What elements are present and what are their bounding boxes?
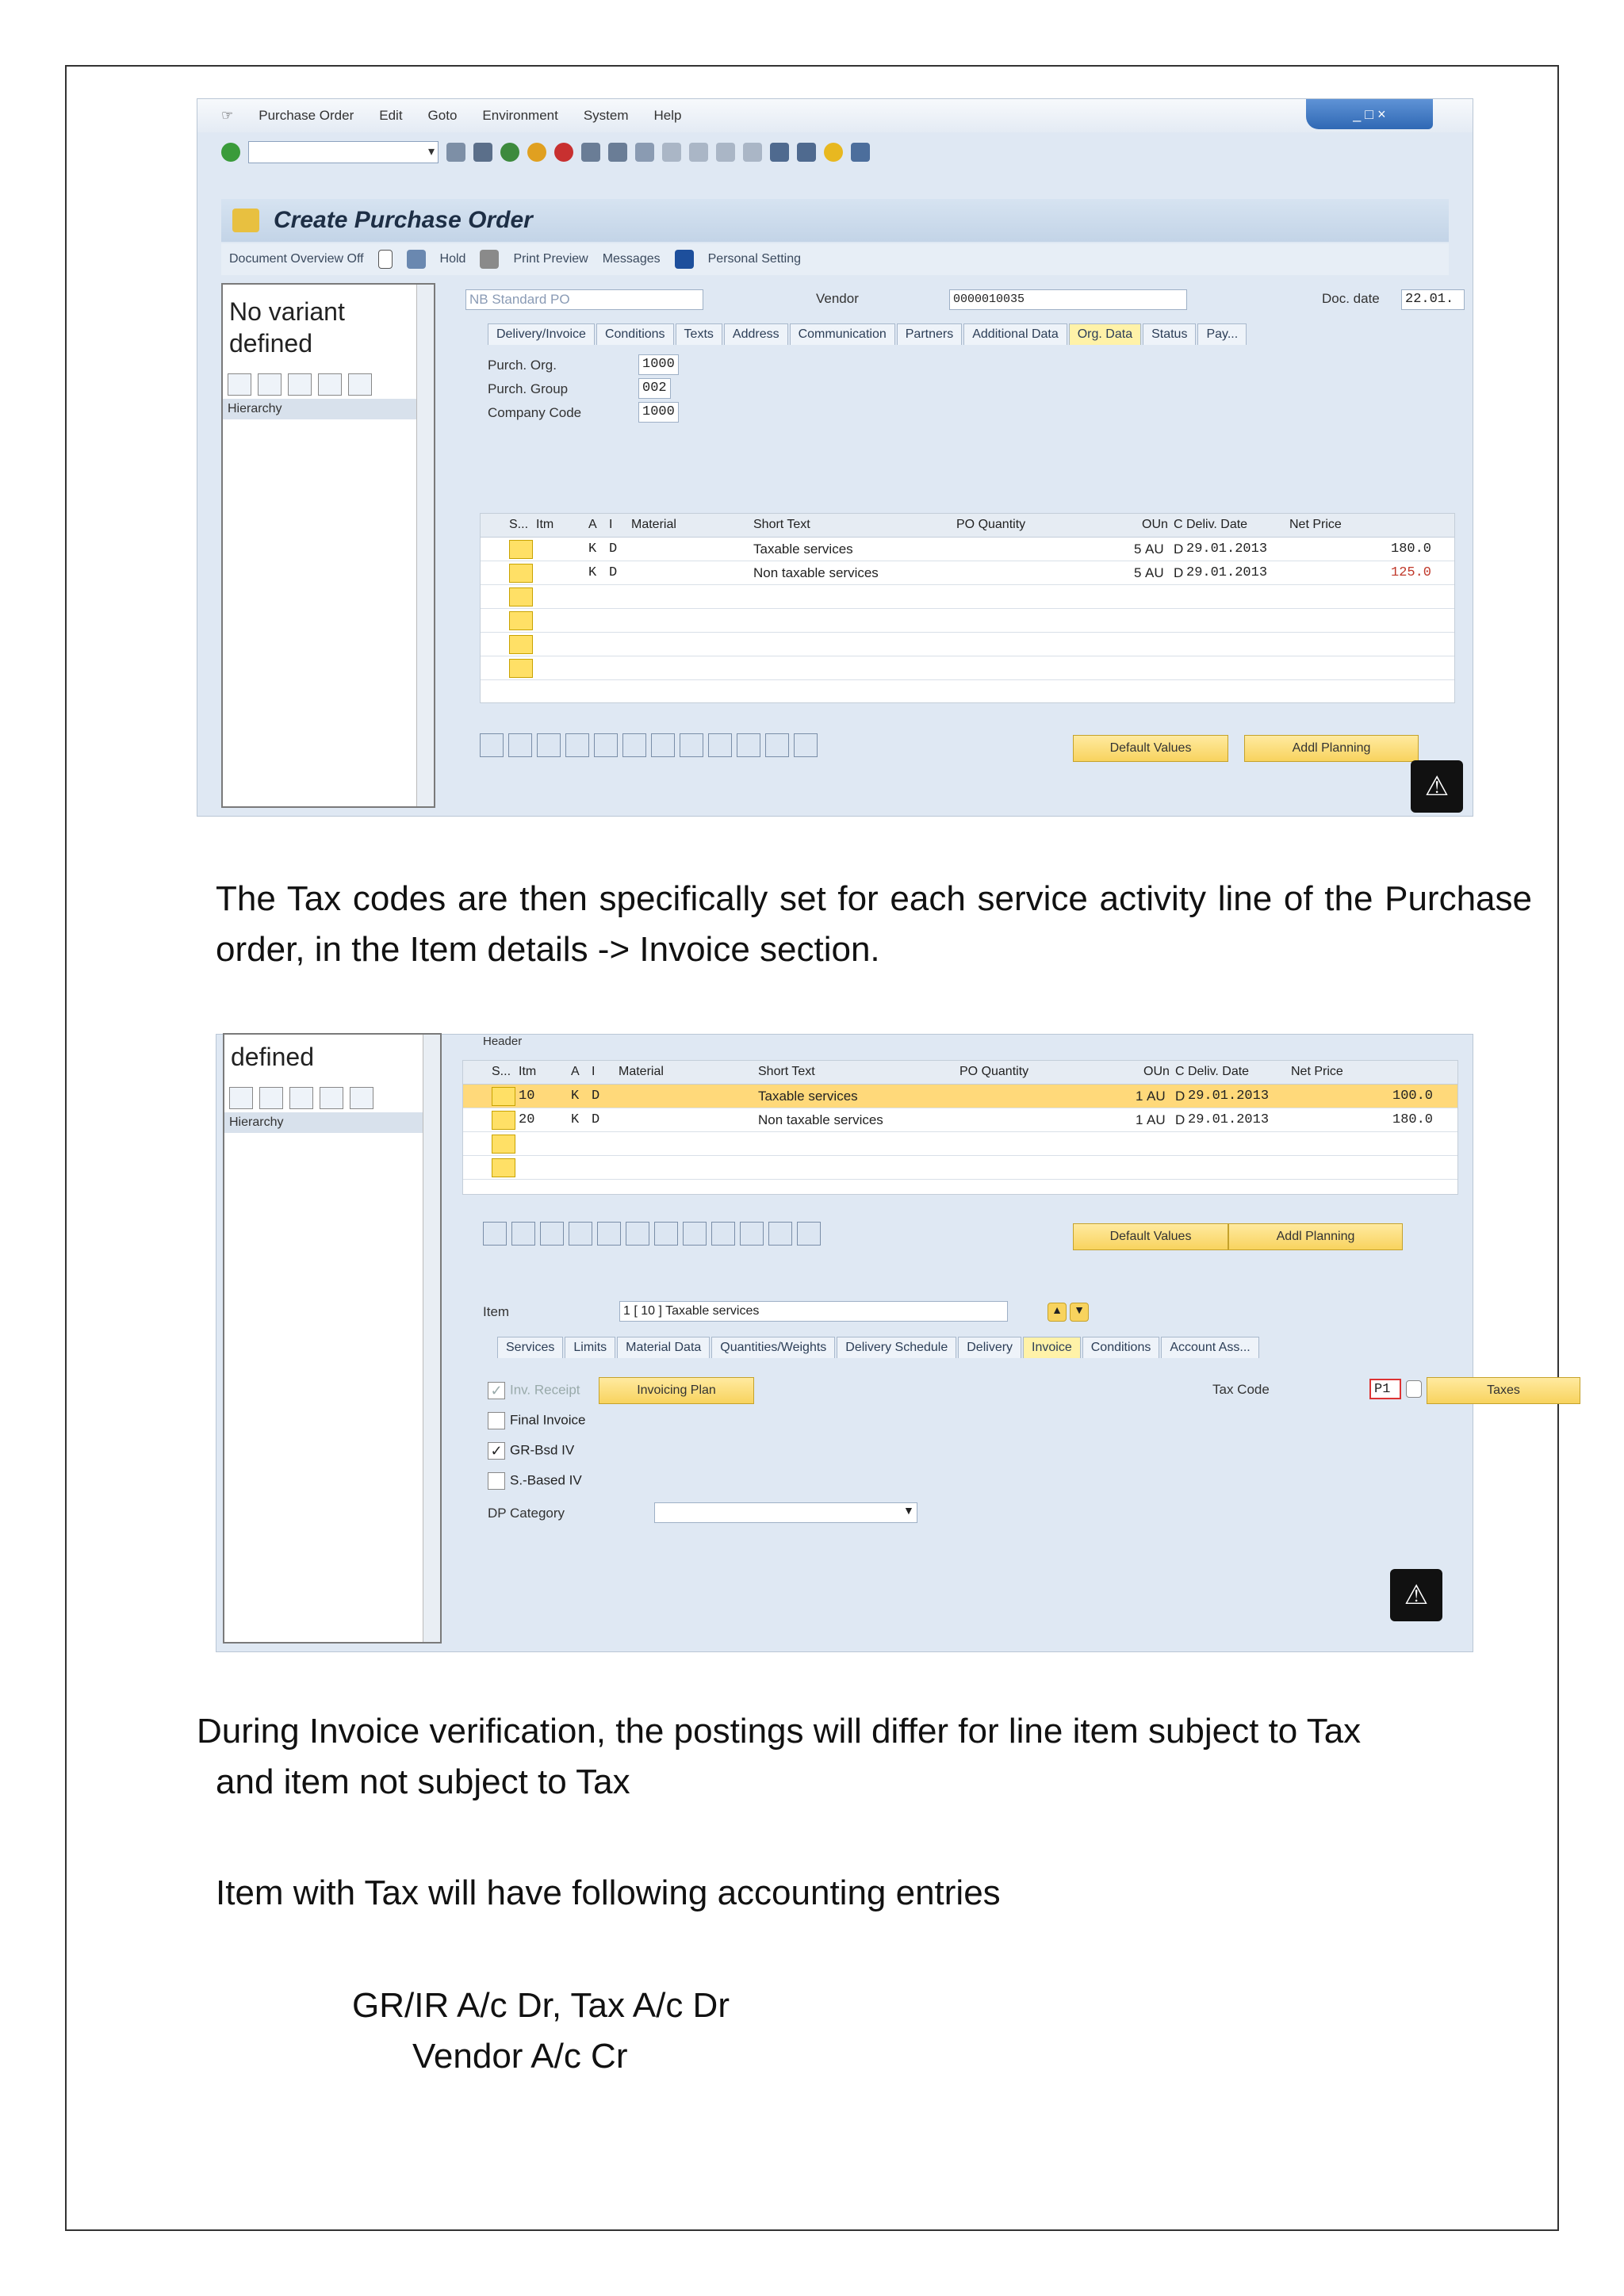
item-label: Item — [483, 1304, 510, 1319]
cell-i: D — [609, 565, 618, 580]
cell-short-text: Non taxable services — [758, 1112, 883, 1127]
filter-icon[interactable] — [288, 373, 312, 396]
cell-oun: AU — [1147, 1112, 1166, 1127]
cell-deliv-date: 29.01.2013 — [1186, 565, 1268, 580]
table-row[interactable] — [463, 1132, 1457, 1156]
entry-vendor-cr: Vendor A/c Cr — [412, 2037, 628, 2076]
no-variant-label: No variant defined — [229, 297, 345, 358]
company-code-field[interactable]: 1000 — [638, 402, 679, 423]
header-section-label[interactable]: Header — [483, 1035, 523, 1048]
tab-delivery-schedule[interactable]: Delivery Schedule — [837, 1337, 956, 1358]
tab-material-data[interactable]: Material Data — [617, 1337, 710, 1358]
col-material[interactable]: Material — [619, 1065, 664, 1078]
default-values-button[interactable]: Default Values — [1073, 735, 1228, 762]
back-icon[interactable] — [500, 143, 519, 162]
tab-address[interactable]: Address — [724, 323, 788, 345]
col-c[interactable]: C — [1174, 518, 1183, 531]
watermark-logo-icon: ⚠ — [1390, 1569, 1442, 1621]
find-icon[interactable] — [608, 143, 627, 162]
cell-oun: AU — [1147, 1089, 1166, 1104]
delete-icon[interactable] — [597, 1222, 621, 1246]
tab-status[interactable]: Status — [1143, 323, 1196, 345]
hold-button[interactable]: Hold — [439, 252, 466, 266]
final-invoice-checkbox[interactable]: Final Invoice — [488, 1412, 585, 1429]
new-session-icon[interactable] — [770, 143, 789, 162]
tab-additional-data[interactable]: Additional Data — [963, 323, 1067, 345]
row-selector[interactable] — [492, 1158, 515, 1177]
left-panel-toolbar — [224, 1084, 440, 1112]
personal-setting-button[interactable]: Personal Setting — [707, 252, 802, 266]
taxes-button[interactable]: Taxes — [1427, 1377, 1580, 1404]
row-selector[interactable] — [492, 1135, 515, 1154]
cell-short-text: Taxable services — [758, 1089, 858, 1104]
menu-help[interactable]: Help — [653, 108, 682, 123]
paragraph-invoice-verification-line1: During Invoice verification, the postings will differ for line item subject to Tax — [197, 1712, 1362, 1751]
copy-row-icon[interactable] — [565, 733, 589, 757]
deselect-icon[interactable] — [540, 1222, 564, 1246]
find-next-icon[interactable] — [635, 143, 654, 162]
new-doc-icon[interactable] — [378, 250, 393, 269]
menu-system[interactable]: System — [583, 108, 629, 123]
cell-a: K — [571, 1112, 580, 1127]
cell-qty: 1 — [1136, 1089, 1143, 1104]
expand-icon[interactable] — [229, 1087, 253, 1109]
tab-communication[interactable]: Communication — [790, 323, 895, 345]
tab-conditions[interactable]: Conditions — [596, 323, 674, 345]
filter-icon[interactable] — [289, 1087, 313, 1109]
save-icon[interactable] — [473, 143, 492, 162]
tab-conditions[interactable]: Conditions — [1082, 1337, 1160, 1358]
cell-deliv-date: 29.01.2013 — [1188, 1112, 1270, 1127]
menu-goto[interactable]: Goto — [427, 108, 458, 123]
cell-itm: 10 — [519, 1089, 535, 1104]
doc-date-label: Doc. date — [1322, 291, 1380, 306]
col-itm[interactable]: Itm — [519, 1065, 537, 1078]
table-row[interactable] — [481, 656, 1454, 680]
sap-screenshot-create-po — [197, 98, 1473, 817]
prev-item-icon[interactable]: ▲ — [1048, 1303, 1067, 1322]
cell-deliv-date: 29.01.2013 — [1188, 1089, 1270, 1104]
lock-icon[interactable] — [626, 1222, 649, 1246]
cell-oun: AU — [1145, 541, 1164, 557]
table-row-selected[interactable] — [463, 1085, 1457, 1108]
tab-texts[interactable]: Texts — [676, 323, 722, 345]
table-header — [463, 1061, 1457, 1085]
header-tabs — [488, 318, 1247, 345]
cell-i: D — [592, 1112, 600, 1127]
delete-icon[interactable] — [594, 733, 618, 757]
layout-icon[interactable] — [765, 733, 789, 757]
s-based-iv-checkbox[interactable]: S.-Based IV — [488, 1472, 582, 1490]
tab-limits[interactable]: Limits — [565, 1337, 615, 1358]
invoice-panel — [483, 1368, 1520, 1605]
col-material[interactable]: Material — [631, 518, 676, 531]
tab-quantities-weights[interactable]: Quantities/Weights — [711, 1337, 835, 1358]
row-selector[interactable] — [509, 587, 533, 607]
tab-partners[interactable]: Partners — [897, 323, 962, 345]
tab-org-data[interactable]: Org. Data — [1069, 323, 1141, 345]
no-variant-label: defined — [231, 1043, 314, 1071]
search-help-icon[interactable] — [1406, 1380, 1422, 1398]
cancel-icon[interactable] — [554, 143, 573, 162]
tab-pay[interactable]: Pay... — [1197, 323, 1247, 345]
system-toolbar — [197, 139, 1473, 166]
check-icon[interactable] — [480, 250, 499, 269]
dp-category-dropdown-icon[interactable]: ▼ — [903, 1504, 914, 1517]
dp-category-label: DP Category — [488, 1506, 565, 1521]
cell-c: D — [1175, 1089, 1185, 1104]
cell-c: D — [1175, 1112, 1185, 1127]
paragraph-tax-codes: The Tax codes are then specifically set for each service activity line of the Purchase order, in the Item details -> Invoice section. — [216, 879, 1532, 969]
purch-org-label: Purch. Org. — [488, 358, 557, 373]
tab-account-assignment[interactable]: Account Ass... — [1161, 1337, 1258, 1358]
col-a[interactable]: A — [571, 1065, 580, 1078]
sum-icon[interactable] — [740, 1222, 764, 1246]
col-net-price[interactable]: Net Price — [1289, 518, 1342, 531]
details-icon[interactable] — [480, 733, 504, 757]
back-arrow-icon[interactable] — [446, 143, 465, 162]
hierarchy-header[interactable]: Hierarchy — [224, 1112, 440, 1133]
menu-environment[interactable]: Environment — [482, 108, 558, 123]
col-oun[interactable]: OUn — [1143, 1065, 1170, 1078]
tab-invoice[interactable]: Invoice — [1023, 1337, 1081, 1358]
table-row[interactable] — [481, 561, 1454, 585]
row-selector[interactable] — [492, 1087, 515, 1106]
insert-icon[interactable] — [654, 1222, 678, 1246]
company-code-label: Company Code — [488, 405, 582, 420]
doc-date-field[interactable]: 22.01. — [1401, 289, 1465, 310]
binoculars-icon[interactable] — [320, 1087, 343, 1109]
first-page-icon[interactable] — [662, 143, 681, 162]
table-row[interactable] — [463, 1108, 1457, 1132]
table-header — [481, 514, 1454, 538]
cell-qty: 5 — [1134, 565, 1142, 580]
lock-icon[interactable] — [622, 733, 646, 757]
print-icon[interactable] — [581, 143, 600, 162]
table-row[interactable] — [481, 538, 1454, 561]
table-row[interactable] — [481, 585, 1454, 609]
menu-bar — [197, 99, 1473, 132]
messages-button[interactable]: Messages — [602, 252, 661, 266]
cell-net-price: 125.0 — [1391, 565, 1432, 580]
item-detail-tabs — [497, 1331, 1259, 1358]
purch-group-label: Purch. Group — [488, 381, 569, 396]
cell-c: D — [1174, 541, 1184, 557]
menu-purchase-order[interactable]: Purchase Order — [259, 108, 354, 123]
export-icon[interactable] — [794, 733, 818, 757]
col-s[interactable]: S... — [492, 1065, 511, 1078]
title-bar — [221, 199, 1449, 242]
application-toolbar — [221, 243, 1449, 275]
row-selector[interactable] — [509, 540, 533, 559]
select-all-icon[interactable] — [511, 1222, 535, 1246]
help-icon[interactable] — [824, 143, 843, 162]
print-preview-button[interactable]: Print Preview — [513, 252, 588, 266]
col-i[interactable]: I — [609, 518, 613, 531]
vendor-label: Vendor — [816, 291, 859, 306]
hierarchy-header[interactable]: Hierarchy — [223, 399, 434, 419]
col-deliv-date[interactable]: Deliv. Date — [1186, 518, 1248, 531]
filter-icon[interactable] — [708, 733, 732, 757]
col-itm[interactable]: Itm — [536, 518, 554, 531]
copy-icon[interactable] — [258, 373, 282, 396]
default-values-button[interactable]: Default Values — [1073, 1223, 1228, 1250]
row-selector[interactable] — [509, 564, 533, 583]
document-overview-off-button[interactable]: Document Overview Off — [229, 252, 364, 266]
invoicing-plan-button[interactable]: Invoicing Plan — [599, 1377, 754, 1404]
row-selector[interactable] — [509, 611, 533, 630]
cell-oun: AU — [1145, 565, 1164, 580]
addl-planning-button[interactable]: Addl Planning — [1244, 735, 1419, 762]
sum-icon[interactable] — [737, 733, 760, 757]
sap-screenshot-item-invoice — [216, 1034, 1520, 1652]
cell-a: K — [588, 541, 597, 557]
entry-grir-tax-dr: GR/IR A/c Dr, Tax A/c Dr — [352, 1986, 730, 2025]
col-short-text[interactable]: Short Text — [758, 1065, 815, 1078]
table-toolbar — [483, 1222, 821, 1246]
col-a[interactable]: A — [588, 518, 597, 531]
purch-group-field[interactable]: 002 — [638, 378, 671, 399]
left-variant-panel — [221, 283, 435, 808]
cell-short-text: Taxable services — [753, 541, 853, 557]
purch-org-field[interactable]: 1000 — [638, 354, 679, 375]
row-selector[interactable] — [492, 1111, 515, 1130]
settings-icon[interactable] — [350, 1087, 373, 1109]
left-variant-panel — [223, 1033, 442, 1644]
item-overview-table — [462, 1060, 1458, 1195]
left-panel-scrollbar[interactable] — [416, 285, 434, 806]
cell-net-price: 100.0 — [1392, 1089, 1434, 1104]
sort-icon[interactable] — [680, 733, 703, 757]
last-page-icon[interactable] — [743, 143, 762, 162]
cell-itm: 20 — [519, 1112, 535, 1127]
page-title: Create Purchase Order — [274, 207, 533, 233]
col-po-quantity[interactable]: PO Quantity — [956, 518, 1026, 531]
other-po-icon[interactable] — [407, 250, 426, 269]
left-panel-scrollbar[interactable] — [423, 1035, 440, 1642]
doc-type-select[interactable]: NB Standard PO — [465, 289, 703, 310]
item-select[interactable]: 1 [ 10 ] Taxable services — [619, 1301, 1008, 1322]
export-icon[interactable] — [797, 1222, 821, 1246]
filter-icon[interactable] — [711, 1222, 735, 1246]
deselect-icon[interactable] — [537, 733, 561, 757]
tax-code-field[interactable]: P1 — [1369, 1379, 1401, 1399]
cell-deliv-date: 29.01.2013 — [1186, 541, 1268, 557]
next-item-icon[interactable]: ▼ — [1070, 1303, 1089, 1322]
gr-bsd-iv-checkbox[interactable]: ✓ GR-Bsd IV — [488, 1442, 574, 1460]
cell-net-price: 180.0 — [1391, 541, 1432, 557]
tab-services[interactable]: Services — [497, 1337, 563, 1358]
col-po-quantity[interactable]: PO Quantity — [959, 1065, 1029, 1078]
layout-icon[interactable] — [851, 143, 870, 162]
layout-icon[interactable] — [768, 1222, 792, 1246]
col-s[interactable]: S... — [509, 518, 529, 531]
settings-icon[interactable] — [348, 373, 372, 396]
insert-icon[interactable] — [651, 733, 675, 757]
info-icon[interactable] — [675, 250, 694, 269]
paragraph-invoice-verification-line2: and item not subject to Tax — [216, 1762, 630, 1801]
cell-a: K — [571, 1089, 580, 1104]
cell-net-price: 180.0 — [1392, 1112, 1434, 1127]
col-net-price[interactable]: Net Price — [1291, 1065, 1343, 1078]
menu-icon[interactable]: ☞ — [221, 108, 234, 123]
col-short-text[interactable]: Short Text — [753, 518, 810, 531]
addl-planning-button[interactable]: Addl Planning — [1228, 1223, 1403, 1250]
next-page-icon[interactable] — [716, 143, 735, 162]
window-controls[interactable]: _ □ × — [1306, 99, 1433, 129]
cell-i: D — [592, 1089, 600, 1104]
col-c[interactable]: C — [1175, 1065, 1185, 1078]
exit-icon[interactable] — [527, 143, 546, 162]
cell-qty: 5 — [1134, 541, 1142, 557]
menu-edit[interactable]: Edit — [379, 108, 403, 123]
command-field[interactable] — [248, 141, 439, 163]
tax-code-label: Tax Code — [1212, 1382, 1270, 1397]
tab-delivery[interactable]: Delivery — [958, 1337, 1021, 1358]
vendor-field[interactable]: 0000010035 — [949, 289, 1187, 310]
enter-icon[interactable] — [221, 143, 240, 162]
table-toolbar — [480, 733, 818, 757]
col-deliv-date[interactable]: Deliv. Date — [1188, 1065, 1250, 1078]
col-oun[interactable]: OUn — [1142, 518, 1168, 531]
cell-short-text: Non taxable services — [753, 565, 879, 580]
table-row[interactable] — [481, 633, 1454, 656]
select-all-icon[interactable] — [508, 733, 532, 757]
org-data-panel — [480, 346, 1431, 465]
binoculars-icon[interactable] — [318, 373, 342, 396]
cell-a: K — [588, 565, 597, 580]
inv-receipt-checkbox[interactable]: ✓ Inv. Receipt — [488, 1382, 580, 1399]
table-row[interactable] — [481, 609, 1454, 633]
expand-icon[interactable] — [228, 373, 251, 396]
left-panel-toolbar — [223, 370, 434, 399]
tab-delivery-invoice[interactable]: Delivery/Invoice — [488, 323, 595, 345]
paragraph-accounting-entries: Item with Tax will have following accounting entries — [216, 1873, 1001, 1912]
cell-qty: 1 — [1136, 1112, 1143, 1127]
watermark-logo-icon: ⚠ — [1411, 760, 1463, 813]
item-overview-table — [480, 513, 1455, 703]
dp-category-select[interactable] — [654, 1502, 917, 1523]
cell-i: D — [609, 541, 618, 557]
po-icon — [232, 209, 259, 232]
copy-icon[interactable] — [259, 1087, 283, 1109]
row-selector[interactable] — [509, 659, 533, 678]
po-header-row — [450, 289, 1454, 313]
copy-row-icon[interactable] — [569, 1222, 592, 1246]
col-i[interactable]: I — [592, 1065, 596, 1078]
shortcut-icon[interactable] — [797, 143, 816, 162]
table-row[interactable] — [463, 1156, 1457, 1180]
details-icon[interactable] — [483, 1222, 507, 1246]
cell-c: D — [1174, 565, 1184, 580]
row-selector[interactable] — [509, 635, 533, 654]
sort-icon[interactable] — [683, 1222, 707, 1246]
prev-page-icon[interactable] — [689, 143, 708, 162]
